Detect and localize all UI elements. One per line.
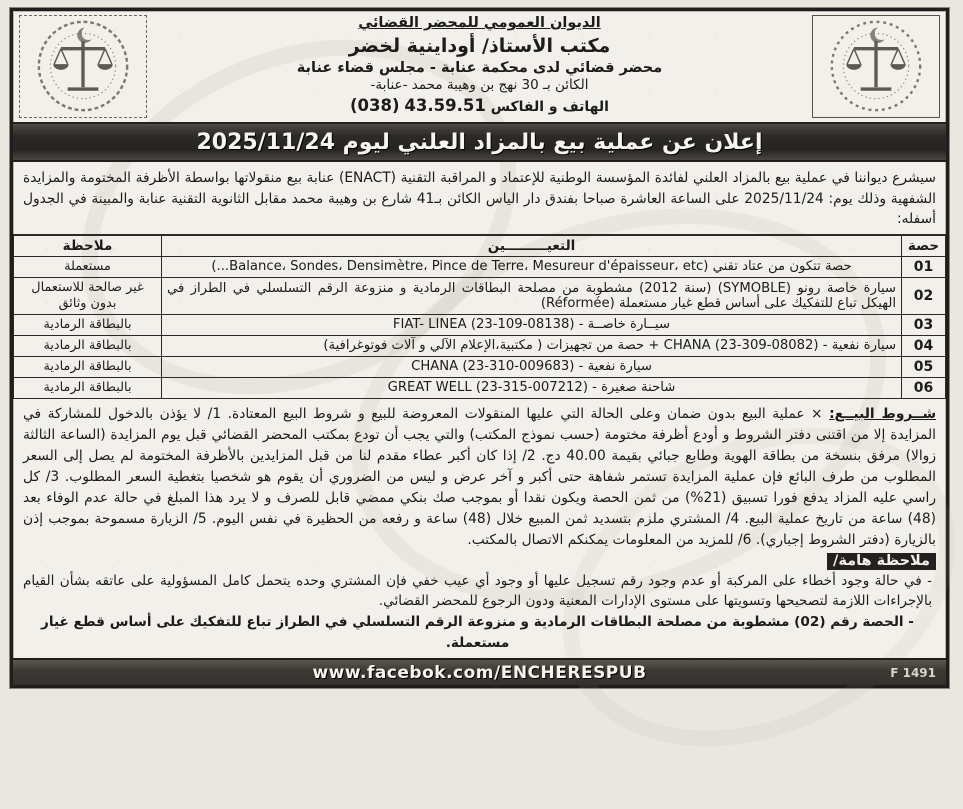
lots-table <box>13 235 946 399</box>
important-note-label: ملاحظة هامة/ <box>827 553 936 570</box>
lot-designation: سيارة نفعية - CHANA (23-309-08082) + حصة من تجهيزات ( مكتبية،الإعلام الآلي و آلات فوتوغرافية) <box>162 335 902 356</box>
office-identity <box>153 11 806 122</box>
important-note-item: - في حالة وجود أخطاء على المركبة أو عدم وجود رقم تسجيل عليها أو وجود أي عيب خفي فإن المشتري وحده يتحمل كامل المسؤولية على عاتقه بشأن القيام بالإجراءات اللازمة لتصحيحها وتسويتها على مستوى الإدارات المعنية ودون الرجوع للمحضر القضائي. <box>23 572 932 610</box>
sale-conditions <box>13 399 946 553</box>
form-reference: F 1491 <box>890 665 936 680</box>
lot-note: مستعملة <box>14 256 162 277</box>
scales-of-justice-seal-icon <box>35 18 131 114</box>
scanned-document <box>10 8 949 688</box>
facebook-url: www.facebok.com/ENCHERESPUB <box>312 662 647 683</box>
lot-number: 04 <box>902 335 946 356</box>
auction-intro-paragraph: سيشرع ديواننا في عملية بيع بالمزاد العلني لفائدة المؤسسة الوطنية للإعتماد و المراقبة التقنية (ENACT) عنابة بيع منقولاتها بواسطة الأظرفة المختومة والمزايدة الشفهية وذلك يوم: 2025/11/24 على الساعة العاشرة صباحا بفندق دار الياس الكائن بـ41 شارع بن وهيبة محمد مقابل الثانوية التقنية عنابة والمبينة في الجدول أسفله: <box>13 162 946 235</box>
letterhead <box>13 11 946 124</box>
lot-note: بالبطاقة الرمادية <box>14 314 162 335</box>
lot-number: 02 <box>902 277 946 314</box>
phone-label: الهاتف و الفاكس <box>490 98 609 115</box>
office-jurisdiction: محضر قضائي لدى محكمة عنابة - مجلس قضاء عنابة <box>296 59 663 76</box>
lot-number: 03 <box>902 314 946 335</box>
office-authority: الديوان العمومي للمحضر القضائي <box>358 15 601 31</box>
important-note-heading <box>13 553 946 569</box>
lot-note: بالبطاقة الرمادية <box>14 377 162 398</box>
office-phone-line <box>153 95 806 116</box>
lot-note: غير صالحة للاستعمال بدون وثائق <box>14 277 162 314</box>
col-header-lot: حصة <box>902 235 946 256</box>
lot-designation: سيارة خاصة رونو (SYMOBLE) (سنة 2012) مشطوبة من مصلحة البطاقات الرمادية و منزوعة الرقم التسلسلي في الطراز في الهيكل تباع للتفكيك على أساس قطع غيار مستعملة (Réformée) <box>162 277 902 314</box>
table-row <box>14 335 946 356</box>
conditions-body: 1/ لا يؤذن بالدخول للمشاركة في المزايدة إلا من اقتنى دفتر الشروط و أودع أظرفة مختومة (حسب نموذج المكتب) والتي يجب أن تودع بمكتب المحضر القضائي قبل يوم المزايدة (الساعة الثالثة زوالا) مرفق بنسخة من بطاقة الهوية وطابع جبائي بقيمة 40.00 دج. 2/ إذا كان أكبر عطاء مقدم لنا من قبل المزايدين بالأظرفة المختومة لم يصل إلى السعر المطلوب من طرف البائع فإن عملية المزايدة تستمر شفاهة حتى أكبر و آخر عرض و ليس من الضروري أن يقوم هو شخصيا بتغطية السعر المطلوب. 3/ كل راسي عليه المزاد يدفع فورا تسبيق (21%) من ثمن الحصة ويكون نقدا أو بموجب صك بنكي ممضي قابل للصرف و لا يرد هذا المبلغ في حالة عدم الوفاء بعد (48) ساعة من تاريخ عملية البيع. 4/ المشتري ملزم بتسديد ثمن المبيع خلال (48) ساعة و رفعه من الحظيرة في نفس اليوم. 5/ الزيارة مسموحة بموجب إذن بالزيارة (دفتر الشروط إجباري). 6/ للمزيد من المعلومات يمكنكم الاتصال بالمكتب. <box>23 405 936 548</box>
lot-designation: حصة تتكون من عتاد تقني (Balance، Sondes، Densimètre، Pince de Terre، Mesureur d'épaisseur، etc...) <box>162 256 902 277</box>
table-row <box>14 314 946 335</box>
col-header-designation: التعيـــــــــين <box>162 235 902 256</box>
announcement-title: إعلان عن عملية بيع بالمزاد العلني ليوم 2025/11/24 <box>196 129 763 155</box>
important-note-item: - الحصة رقم (02) مشطوبة من مصلحة البطاقات الرمادية و منزوعة الرقم التسلسلي في الطراز تباع للتفكيك على أساس قطع غيار مستعملة. <box>41 614 914 651</box>
table-row <box>14 256 946 277</box>
table-row <box>14 377 946 398</box>
lot-number: 06 <box>902 377 946 398</box>
office-address: الكائن بـ 30 نهج بن وهيبة محمد -عنابة- <box>370 77 589 94</box>
lot-note: بالبطاقة الرمادية <box>14 356 162 377</box>
lot-designation: سيارة نفعية - CHANA (23-310-009683) <box>162 356 902 377</box>
table-row <box>14 356 946 377</box>
announcement-title-banner <box>13 124 946 162</box>
lot-note: بالبطاقة الرمادية <box>14 335 162 356</box>
phone-number: 43.59.51 <box>404 95 486 115</box>
lot-number: 01 <box>902 256 946 277</box>
col-header-note: ملاحظة <box>14 235 162 256</box>
lot-number: 05 <box>902 356 946 377</box>
lot-designation: شاحنة صغيرة - GREAT WELL (23-315-007212) <box>162 377 902 398</box>
important-note-items <box>13 569 946 659</box>
office-name: مكتب الأستاذ/ أوداينية لخضر <box>348 34 611 57</box>
conditions-intro: × عملية البيع بدون ضمان وعلى الحالة التي عليها المنقولات المعروضة للبيع و شروط البيع المعتادة. <box>227 405 823 422</box>
conditions-label: شــروط البيــع: <box>829 405 937 422</box>
table-header-row <box>14 235 946 256</box>
lot-designation: سيــارة خاصــة - FIAT- LINEA (23-109-08138) <box>162 314 902 335</box>
area-code: (038) <box>350 95 400 115</box>
footer-bar <box>13 658 946 685</box>
table-row <box>14 277 946 314</box>
scales-of-justice-seal-icon <box>828 18 924 114</box>
right-seal-box <box>19 15 147 118</box>
left-seal-box <box>812 15 940 118</box>
